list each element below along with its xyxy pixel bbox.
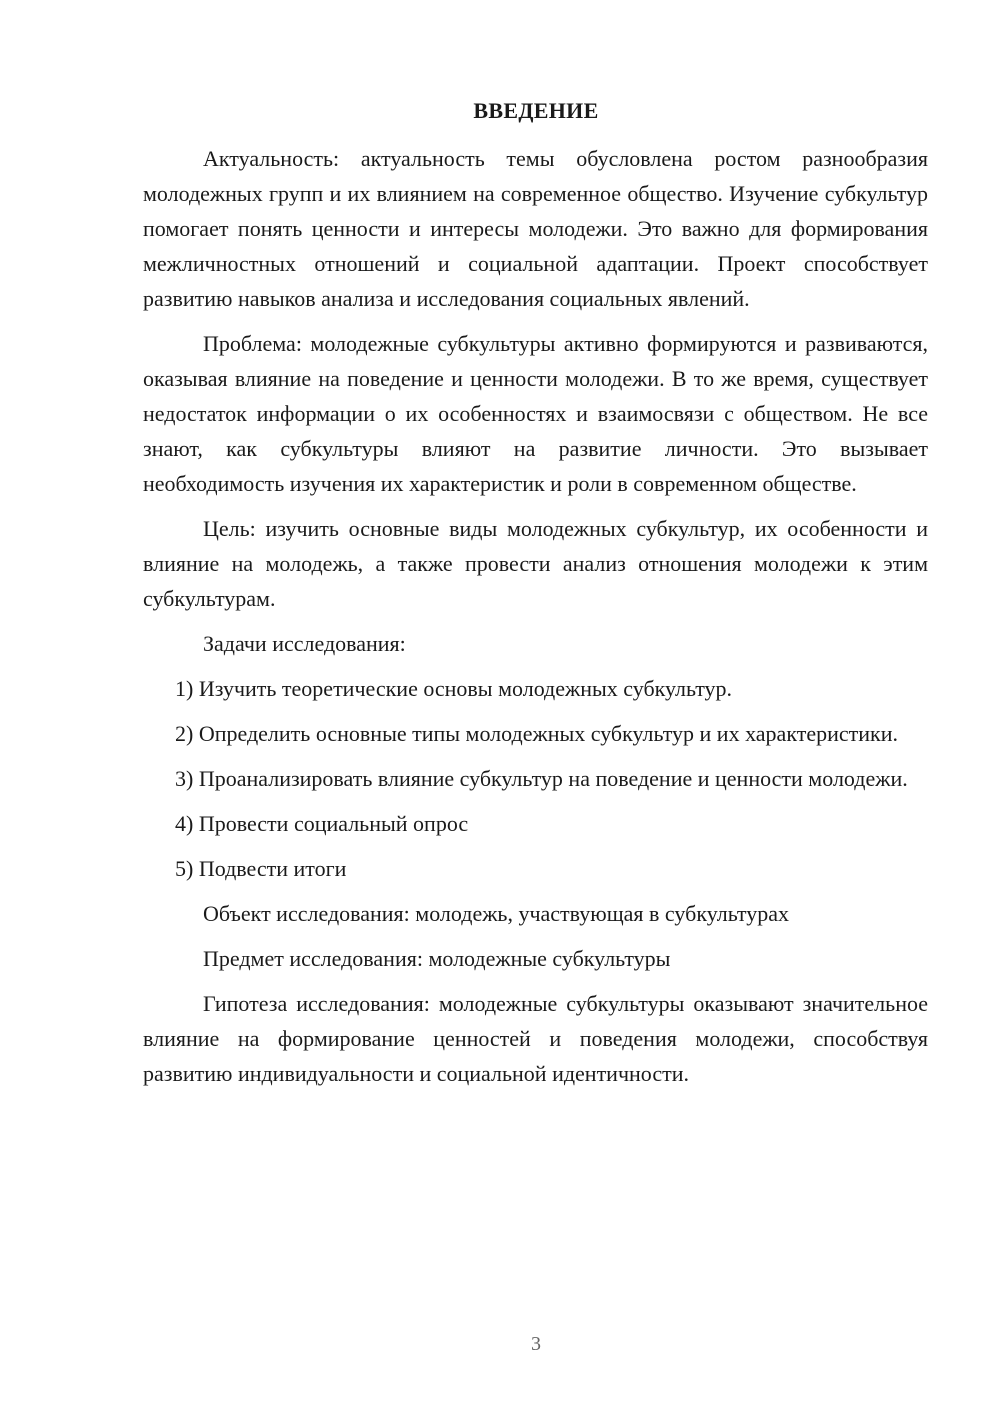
task-item-1: 1) Изучить теоретические основы молодежных субкультур. — [175, 676, 733, 701]
research-object: Объект исследования: молодежь, участвующая в субкультурах — [203, 901, 789, 926]
task-item-3: 3) Проанализировать влияние субкультур на поведение и ценности молодежи. — [175, 766, 908, 791]
task-item-4: 4) Провести социальный опрос — [175, 811, 469, 836]
paragraph-goal: Цель: изучить основные виды молодежных субкультур, их особенности и влияние на молодежь, а также провести анализ отношения молодежи к этим субкультурам. — [143, 516, 928, 611]
paragraph-problem: Проблема: молодежные субкультуры активно формируются и развиваются, оказывая влияние на поведение и ценности молодежи. В то же время, существует недостаток информации о их особенностях и взаимосвязи с обществом. Не все знают, как субкультуры влияют на развитие личности. Это вызывает необходимость изучения их характеристик и роли в современном обществе. — [143, 331, 928, 496]
paragraph-relevance: Актуальность: актуальность темы обусловлена ростом разнообразия молодежных групп и их влиянием на современное общество. Изучение субкультур помогает понять ценности и интересы молодежи. Это важно для формирования межличностных отношений и социальной адаптации. Проект способствует развитию навыков анализа и исследования социальных явлений. — [143, 146, 928, 311]
task-item-2: 2) Определить основные типы молодежных субкультур и их характеристики. — [175, 721, 898, 746]
research-hypothesis: Гипотеза исследования: молодежные субкультуры оказывают значительное влияние на формирование ценностей и поведения молодежи, способствуя развитию индивидуальности и социальной идентичности. — [143, 991, 928, 1086]
document-body — [143, 141, 928, 1091]
tasks-heading: Задачи исследования: — [203, 631, 406, 656]
page-number: 3 — [531, 1333, 541, 1355]
research-subject: Предмет исследования: молодежные субкультуры — [203, 946, 671, 971]
page-title: ВВЕДЕНИЕ — [473, 98, 599, 123]
task-item-5: 5) Подвести итоги — [175, 856, 347, 881]
